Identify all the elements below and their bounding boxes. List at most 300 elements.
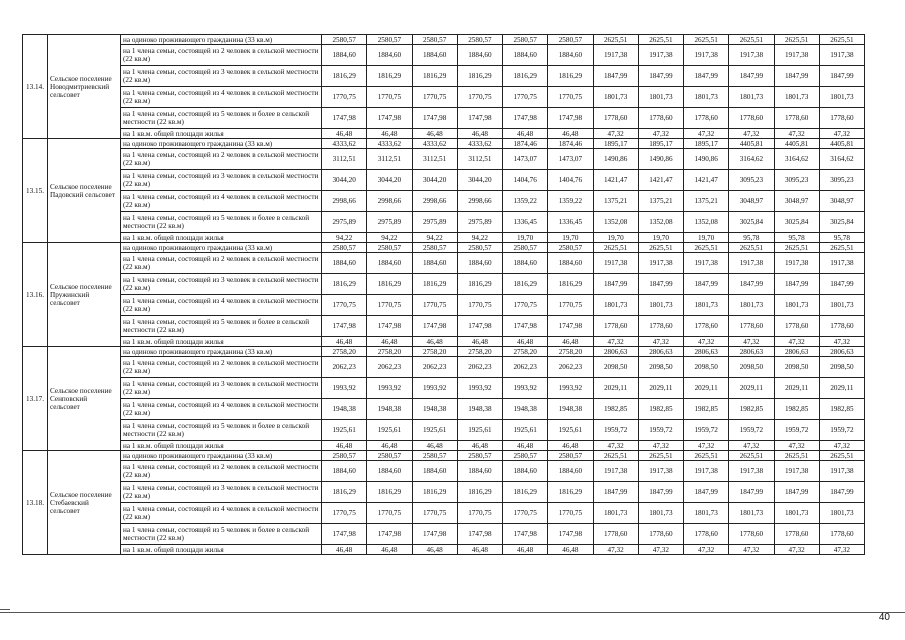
value-cell: 1801,73 (684, 503, 729, 524)
value-cell: 1770,75 (548, 295, 593, 316)
value-cell: 1982,85 (729, 399, 774, 420)
value-cell: 46,48 (503, 545, 548, 555)
row-description: на 1 члена семьи, состоящей из 5 человек и более в сельской местности (22 кв.м) (121, 212, 322, 233)
value-cell: 46,48 (548, 337, 593, 347)
row-description: на 1 члена семьи, состоящей из 5 человек и более в сельской местности (22 кв.м) (121, 316, 322, 337)
value-cell: 1925,61 (548, 420, 593, 441)
value-cell: 2975,89 (457, 212, 502, 233)
value-cell: 1917,38 (819, 45, 864, 66)
value-cell: 2580,57 (367, 451, 412, 461)
value-cell: 47,32 (593, 129, 638, 139)
value-cell: 1925,61 (457, 420, 502, 441)
value-cell: 94,22 (367, 233, 412, 243)
value-cell: 1847,99 (638, 482, 683, 503)
value-cell: 1336,45 (548, 212, 593, 233)
value-cell: 1747,98 (322, 316, 367, 337)
value-cell: 1917,38 (774, 45, 819, 66)
value-cell: 1816,29 (412, 274, 457, 295)
value-cell: 2625,51 (684, 35, 729, 45)
value-cell: 1948,38 (457, 399, 502, 420)
value-cell: 1847,99 (593, 66, 638, 87)
value-cell: 1816,29 (367, 482, 412, 503)
value-cell: 2098,50 (638, 357, 683, 378)
value-cell: 2580,57 (367, 35, 412, 45)
value-cell: 1747,98 (503, 108, 548, 129)
settlement-name: Сельское поселение Новодмитриевский сельсовет (48, 35, 121, 139)
value-cell: 1747,98 (322, 524, 367, 545)
value-cell: 1816,29 (367, 274, 412, 295)
value-cell: 2806,63 (729, 347, 774, 357)
value-cell: 2580,57 (457, 451, 502, 461)
value-cell: 1847,99 (729, 66, 774, 87)
value-cell: 46,48 (503, 337, 548, 347)
value-cell: 2029,11 (593, 378, 638, 399)
value-cell: 1801,73 (638, 503, 683, 524)
value-cell: 1816,29 (503, 482, 548, 503)
value-cell: 2580,57 (548, 451, 593, 461)
value-cell: 1847,99 (684, 482, 729, 503)
value-cell: 1801,73 (774, 295, 819, 316)
table-row (23, 45, 865, 66)
value-cell: 2580,57 (503, 35, 548, 45)
value-cell: 1847,99 (819, 274, 864, 295)
table-row (23, 347, 865, 357)
row-description: на 1 члена семьи, состоящей из 4 человек в сельской местности (22 кв.м) (121, 503, 322, 524)
value-cell: 2758,20 (322, 347, 367, 357)
value-cell: 2998,66 (457, 191, 502, 212)
value-cell: 1884,60 (548, 253, 593, 274)
value-cell: 1884,60 (322, 45, 367, 66)
table-row (23, 87, 865, 108)
table-row (23, 170, 865, 191)
row-description: на 1 члена семьи, состоящей из 5 человек и более в сельской местности (22 кв.м) (121, 108, 322, 129)
value-cell: 3044,20 (412, 170, 457, 191)
value-cell: 1770,75 (503, 87, 548, 108)
value-cell: 1747,98 (503, 524, 548, 545)
value-cell: 1959,72 (638, 420, 683, 441)
table-row (23, 378, 865, 399)
value-cell: 3112,51 (412, 149, 457, 170)
value-cell: 1884,60 (503, 45, 548, 66)
row-description: на одиноко проживающего гражданина (33 кв.м) (121, 451, 322, 461)
value-cell: 1816,29 (503, 274, 548, 295)
table-row (23, 524, 865, 545)
value-cell: 1917,38 (684, 461, 729, 482)
value-cell: 1404,76 (503, 170, 548, 191)
value-cell: 1770,75 (457, 87, 502, 108)
value-cell: 1816,29 (322, 274, 367, 295)
row-description: на 1 кв.м. общей площади жилья (121, 233, 322, 243)
value-cell: 1816,29 (457, 66, 502, 87)
value-cell: 3112,51 (457, 149, 502, 170)
value-cell: 1770,75 (367, 503, 412, 524)
value-cell: 1336,45 (503, 212, 548, 233)
value-cell: 2098,50 (774, 357, 819, 378)
value-cell: 2029,11 (774, 378, 819, 399)
table-row (23, 441, 865, 451)
table-row (23, 399, 865, 420)
table-row (23, 274, 865, 295)
value-cell: 1747,98 (322, 108, 367, 129)
value-cell: 47,32 (819, 129, 864, 139)
row-description: на 1 члена семьи, состоящей из 2 человек в сельской местности (22 кв.м) (121, 149, 322, 170)
value-cell: 3025,84 (729, 212, 774, 233)
value-cell: 1778,60 (729, 108, 774, 129)
value-cell: 47,32 (638, 129, 683, 139)
value-cell: 19,70 (684, 233, 729, 243)
value-cell: 1847,99 (729, 482, 774, 503)
value-cell: 3164,62 (774, 149, 819, 170)
value-cell: 2098,50 (819, 357, 864, 378)
value-cell: 2580,57 (412, 35, 457, 45)
value-cell: 1778,60 (819, 108, 864, 129)
value-cell: 3095,23 (819, 170, 864, 191)
value-cell: 3164,62 (819, 149, 864, 170)
value-cell: 1778,60 (638, 108, 683, 129)
value-cell: 3095,23 (729, 170, 774, 191)
table-row (23, 295, 865, 316)
value-cell: 1778,60 (593, 316, 638, 337)
value-cell: 19,70 (593, 233, 638, 243)
value-cell: 2625,51 (593, 243, 638, 253)
table-row (23, 66, 865, 87)
value-cell: 2098,50 (593, 357, 638, 378)
value-cell: 94,22 (457, 233, 502, 243)
value-cell: 1884,60 (457, 45, 502, 66)
value-cell: 1917,38 (684, 45, 729, 66)
row-description: на одиноко проживающего гражданина (33 кв.м) (121, 347, 322, 357)
value-cell: 47,32 (684, 337, 729, 347)
value-cell: 2625,51 (774, 451, 819, 461)
value-cell: 2758,20 (503, 347, 548, 357)
value-cell: 46,48 (457, 337, 502, 347)
value-cell: 1359,22 (548, 191, 593, 212)
value-cell: 46,48 (322, 545, 367, 555)
value-cell: 1847,99 (774, 274, 819, 295)
value-cell: 1778,60 (638, 524, 683, 545)
row-description: на 1 члена семьи, состоящей из 3 человек в сельской местности (22 кв.м) (121, 482, 322, 503)
table-row (23, 420, 865, 441)
value-cell: 2625,51 (774, 35, 819, 45)
value-cell: 1925,61 (412, 420, 457, 441)
value-cell: 2758,20 (457, 347, 502, 357)
value-cell: 1778,60 (729, 316, 774, 337)
value-cell: 1917,38 (729, 45, 774, 66)
value-cell: 1948,38 (412, 399, 457, 420)
value-cell: 47,32 (638, 337, 683, 347)
value-cell: 46,48 (457, 441, 502, 451)
table-row (23, 451, 865, 461)
row-description: на 1 члена семьи, состоящей из 2 человек в сельской местности (22 кв.м) (121, 461, 322, 482)
value-cell: 1352,08 (638, 212, 683, 233)
value-cell: 46,48 (322, 129, 367, 139)
value-cell: 1982,85 (684, 399, 729, 420)
value-cell: 1959,72 (684, 420, 729, 441)
value-cell: 1847,99 (819, 66, 864, 87)
table-row (23, 139, 865, 149)
value-cell: 1917,38 (684, 253, 729, 274)
value-cell: 1884,60 (457, 461, 502, 482)
settlement-name: Сельское поселение Пружинский сельсовет (48, 243, 121, 347)
value-cell: 1801,73 (593, 503, 638, 524)
value-cell: 2580,57 (322, 243, 367, 253)
value-cell: 1895,17 (638, 139, 683, 149)
value-cell: 1421,47 (684, 170, 729, 191)
value-cell: 1816,29 (503, 66, 548, 87)
value-cell: 2580,57 (503, 243, 548, 253)
value-cell: 1847,99 (774, 66, 819, 87)
value-cell: 1925,61 (503, 420, 548, 441)
value-cell: 2625,51 (819, 451, 864, 461)
value-cell: 1778,60 (819, 524, 864, 545)
value-cell: 2625,51 (638, 35, 683, 45)
value-cell: 46,48 (457, 129, 502, 139)
value-cell: 1490,86 (593, 149, 638, 170)
value-cell: 1778,60 (774, 108, 819, 129)
value-cell: 1982,85 (774, 399, 819, 420)
value-cell: 1917,38 (774, 461, 819, 482)
value-cell: 1917,38 (729, 461, 774, 482)
value-cell: 1375,21 (638, 191, 683, 212)
value-cell: 3164,62 (729, 149, 774, 170)
table-row (23, 357, 865, 378)
value-cell: 94,22 (322, 233, 367, 243)
value-cell: 46,48 (412, 441, 457, 451)
value-cell: 1778,60 (684, 108, 729, 129)
value-cell: 46,48 (367, 545, 412, 555)
value-cell: 46,48 (367, 129, 412, 139)
settlement-name: Сельское поселение Падовский сельсовет (48, 139, 121, 243)
value-cell: 1747,98 (367, 316, 412, 337)
value-cell: 2625,51 (684, 243, 729, 253)
value-cell: 1959,72 (729, 420, 774, 441)
settlement-name: Сельское поселение Сенповский сельсовет (48, 347, 121, 451)
value-cell: 2625,51 (729, 451, 774, 461)
value-cell: 1982,85 (819, 399, 864, 420)
table-row (23, 243, 865, 253)
row-description: на 1 члена семьи, состоящей из 5 человек и более в сельской местности (22 кв.м) (121, 420, 322, 441)
value-cell: 2806,63 (819, 347, 864, 357)
value-cell: 2062,23 (548, 357, 593, 378)
value-cell: 1993,92 (322, 378, 367, 399)
value-cell: 47,32 (819, 337, 864, 347)
value-cell: 1421,47 (638, 170, 683, 191)
value-cell: 1816,29 (548, 66, 593, 87)
value-cell: 1874,46 (503, 139, 548, 149)
value-cell: 2998,66 (412, 191, 457, 212)
value-cell: 47,32 (638, 545, 683, 555)
value-cell: 2098,50 (729, 357, 774, 378)
value-cell: 1874,46 (548, 139, 593, 149)
value-cell: 1847,99 (638, 274, 683, 295)
value-cell: 3095,23 (774, 170, 819, 191)
value-cell: 3112,51 (322, 149, 367, 170)
table-row (23, 191, 865, 212)
row-description: на 1 члена семьи, состоящей из 2 человек в сельской местности (22 кв.м) (121, 357, 322, 378)
value-cell: 1884,60 (367, 461, 412, 482)
row-description: на 1 кв.м. общей площади жилья (121, 337, 322, 347)
value-cell: 2625,51 (638, 451, 683, 461)
value-cell: 4405,81 (774, 139, 819, 149)
table-row (23, 461, 865, 482)
value-cell: 2806,63 (774, 347, 819, 357)
value-cell: 1948,38 (548, 399, 593, 420)
value-cell: 1917,38 (819, 461, 864, 482)
value-cell: 47,32 (593, 441, 638, 451)
value-cell: 47,32 (684, 441, 729, 451)
value-cell: 1993,92 (503, 378, 548, 399)
value-cell: 1895,17 (684, 139, 729, 149)
value-cell: 2625,51 (774, 243, 819, 253)
value-cell: 1770,75 (367, 87, 412, 108)
value-cell: 1375,21 (593, 191, 638, 212)
row-description: на 1 кв.м. общей площади жилья (121, 129, 322, 139)
value-cell: 1847,99 (729, 274, 774, 295)
value-cell: 1352,08 (593, 212, 638, 233)
value-cell: 47,32 (774, 337, 819, 347)
value-cell: 2029,11 (819, 378, 864, 399)
value-cell: 1816,29 (322, 66, 367, 87)
value-cell: 2580,57 (412, 451, 457, 461)
page-number: 40 (878, 612, 890, 623)
value-cell: 47,32 (819, 441, 864, 451)
value-cell: 2975,89 (367, 212, 412, 233)
row-description: на 1 кв.м. общей площади жилья (121, 441, 322, 451)
table-row (23, 108, 865, 129)
value-cell: 2062,23 (503, 357, 548, 378)
value-cell: 1884,60 (503, 461, 548, 482)
value-cell: 1352,08 (684, 212, 729, 233)
value-cell: 46,48 (412, 129, 457, 139)
value-cell: 1884,60 (548, 461, 593, 482)
value-cell: 3112,51 (367, 149, 412, 170)
value-cell: 1948,38 (367, 399, 412, 420)
value-cell: 1801,73 (684, 87, 729, 108)
value-cell: 1884,60 (457, 253, 502, 274)
value-cell: 1778,60 (684, 524, 729, 545)
value-cell: 2625,51 (819, 35, 864, 45)
value-cell: 1490,86 (638, 149, 683, 170)
value-cell: 1801,73 (729, 503, 774, 524)
value-cell: 3048,97 (729, 191, 774, 212)
value-cell: 2580,57 (457, 243, 502, 253)
value-cell: 2806,63 (684, 347, 729, 357)
value-cell: 46,48 (503, 129, 548, 139)
value-cell: 95,78 (729, 233, 774, 243)
value-cell: 1884,60 (548, 45, 593, 66)
settlement-name: Сельское поселение Стебаевский сельсовет (48, 451, 121, 555)
section-number: 13.14. (23, 35, 48, 139)
value-cell: 1925,61 (367, 420, 412, 441)
table-row (23, 149, 865, 170)
row-description: на 1 члена семьи, состоящей из 4 человек в сельской местности (22 кв.м) (121, 399, 322, 420)
value-cell: 1778,60 (593, 108, 638, 129)
value-cell: 2625,51 (729, 243, 774, 253)
value-cell: 1801,73 (593, 87, 638, 108)
value-cell: 1770,75 (367, 295, 412, 316)
value-cell: 3025,84 (774, 212, 819, 233)
value-cell: 1948,38 (322, 399, 367, 420)
value-cell: 1747,98 (548, 524, 593, 545)
value-cell: 47,32 (729, 545, 774, 555)
value-cell: 1747,98 (548, 316, 593, 337)
value-cell: 1982,85 (593, 399, 638, 420)
value-cell: 19,70 (548, 233, 593, 243)
value-cell: 3048,97 (819, 191, 864, 212)
table-row (23, 253, 865, 274)
table-row (23, 503, 865, 524)
value-cell: 1747,98 (412, 524, 457, 545)
value-cell: 1778,60 (684, 316, 729, 337)
footer-mark (0, 609, 10, 610)
value-cell: 1993,92 (412, 378, 457, 399)
value-cell: 2580,57 (322, 35, 367, 45)
value-cell: 1895,17 (593, 139, 638, 149)
value-cell: 1801,73 (729, 87, 774, 108)
value-cell: 1884,60 (412, 253, 457, 274)
value-cell: 46,48 (367, 441, 412, 451)
value-cell: 2029,11 (684, 378, 729, 399)
value-cell: 1917,38 (593, 253, 638, 274)
value-cell: 1747,98 (457, 108, 502, 129)
table-row (23, 337, 865, 347)
value-cell: 1770,75 (322, 503, 367, 524)
value-cell: 1816,29 (367, 66, 412, 87)
value-cell: 1917,38 (638, 253, 683, 274)
value-cell: 1778,60 (593, 524, 638, 545)
value-cell: 2580,57 (322, 451, 367, 461)
value-cell: 1816,29 (548, 274, 593, 295)
value-cell: 1473,07 (503, 149, 548, 170)
value-cell: 46,48 (548, 129, 593, 139)
value-cell: 1778,60 (638, 316, 683, 337)
value-cell: 1917,38 (638, 45, 683, 66)
value-cell: 47,32 (774, 545, 819, 555)
value-cell: 1747,98 (412, 108, 457, 129)
value-cell: 46,48 (412, 337, 457, 347)
value-cell: 2625,51 (684, 451, 729, 461)
value-cell: 2029,11 (729, 378, 774, 399)
value-cell: 1770,75 (548, 503, 593, 524)
value-cell: 95,78 (819, 233, 864, 243)
value-cell: 3025,84 (819, 212, 864, 233)
value-cell: 19,70 (503, 233, 548, 243)
value-cell: 1917,38 (774, 253, 819, 274)
value-cell: 1816,29 (322, 482, 367, 503)
value-cell: 94,22 (412, 233, 457, 243)
value-cell: 1948,38 (503, 399, 548, 420)
value-cell: 1959,72 (593, 420, 638, 441)
value-cell: 3044,20 (367, 170, 412, 191)
value-cell: 46,48 (412, 545, 457, 555)
value-cell: 1747,98 (412, 316, 457, 337)
value-cell: 1801,73 (638, 87, 683, 108)
value-cell: 2758,20 (367, 347, 412, 357)
value-cell: 1917,38 (593, 45, 638, 66)
value-cell: 1847,99 (774, 482, 819, 503)
value-cell: 1801,73 (774, 503, 819, 524)
value-cell: 1801,73 (729, 295, 774, 316)
value-cell: 2998,66 (322, 191, 367, 212)
table-row (23, 35, 865, 45)
value-cell: 1884,60 (412, 461, 457, 482)
value-cell: 4333,62 (412, 139, 457, 149)
value-cell: 47,32 (684, 129, 729, 139)
row-description: на 1 члена семьи, состоящей из 5 человек и более в сельской местности (22 кв.м) (121, 524, 322, 545)
value-cell: 1421,47 (593, 170, 638, 191)
value-cell: 1884,60 (322, 461, 367, 482)
table-row (23, 233, 865, 243)
